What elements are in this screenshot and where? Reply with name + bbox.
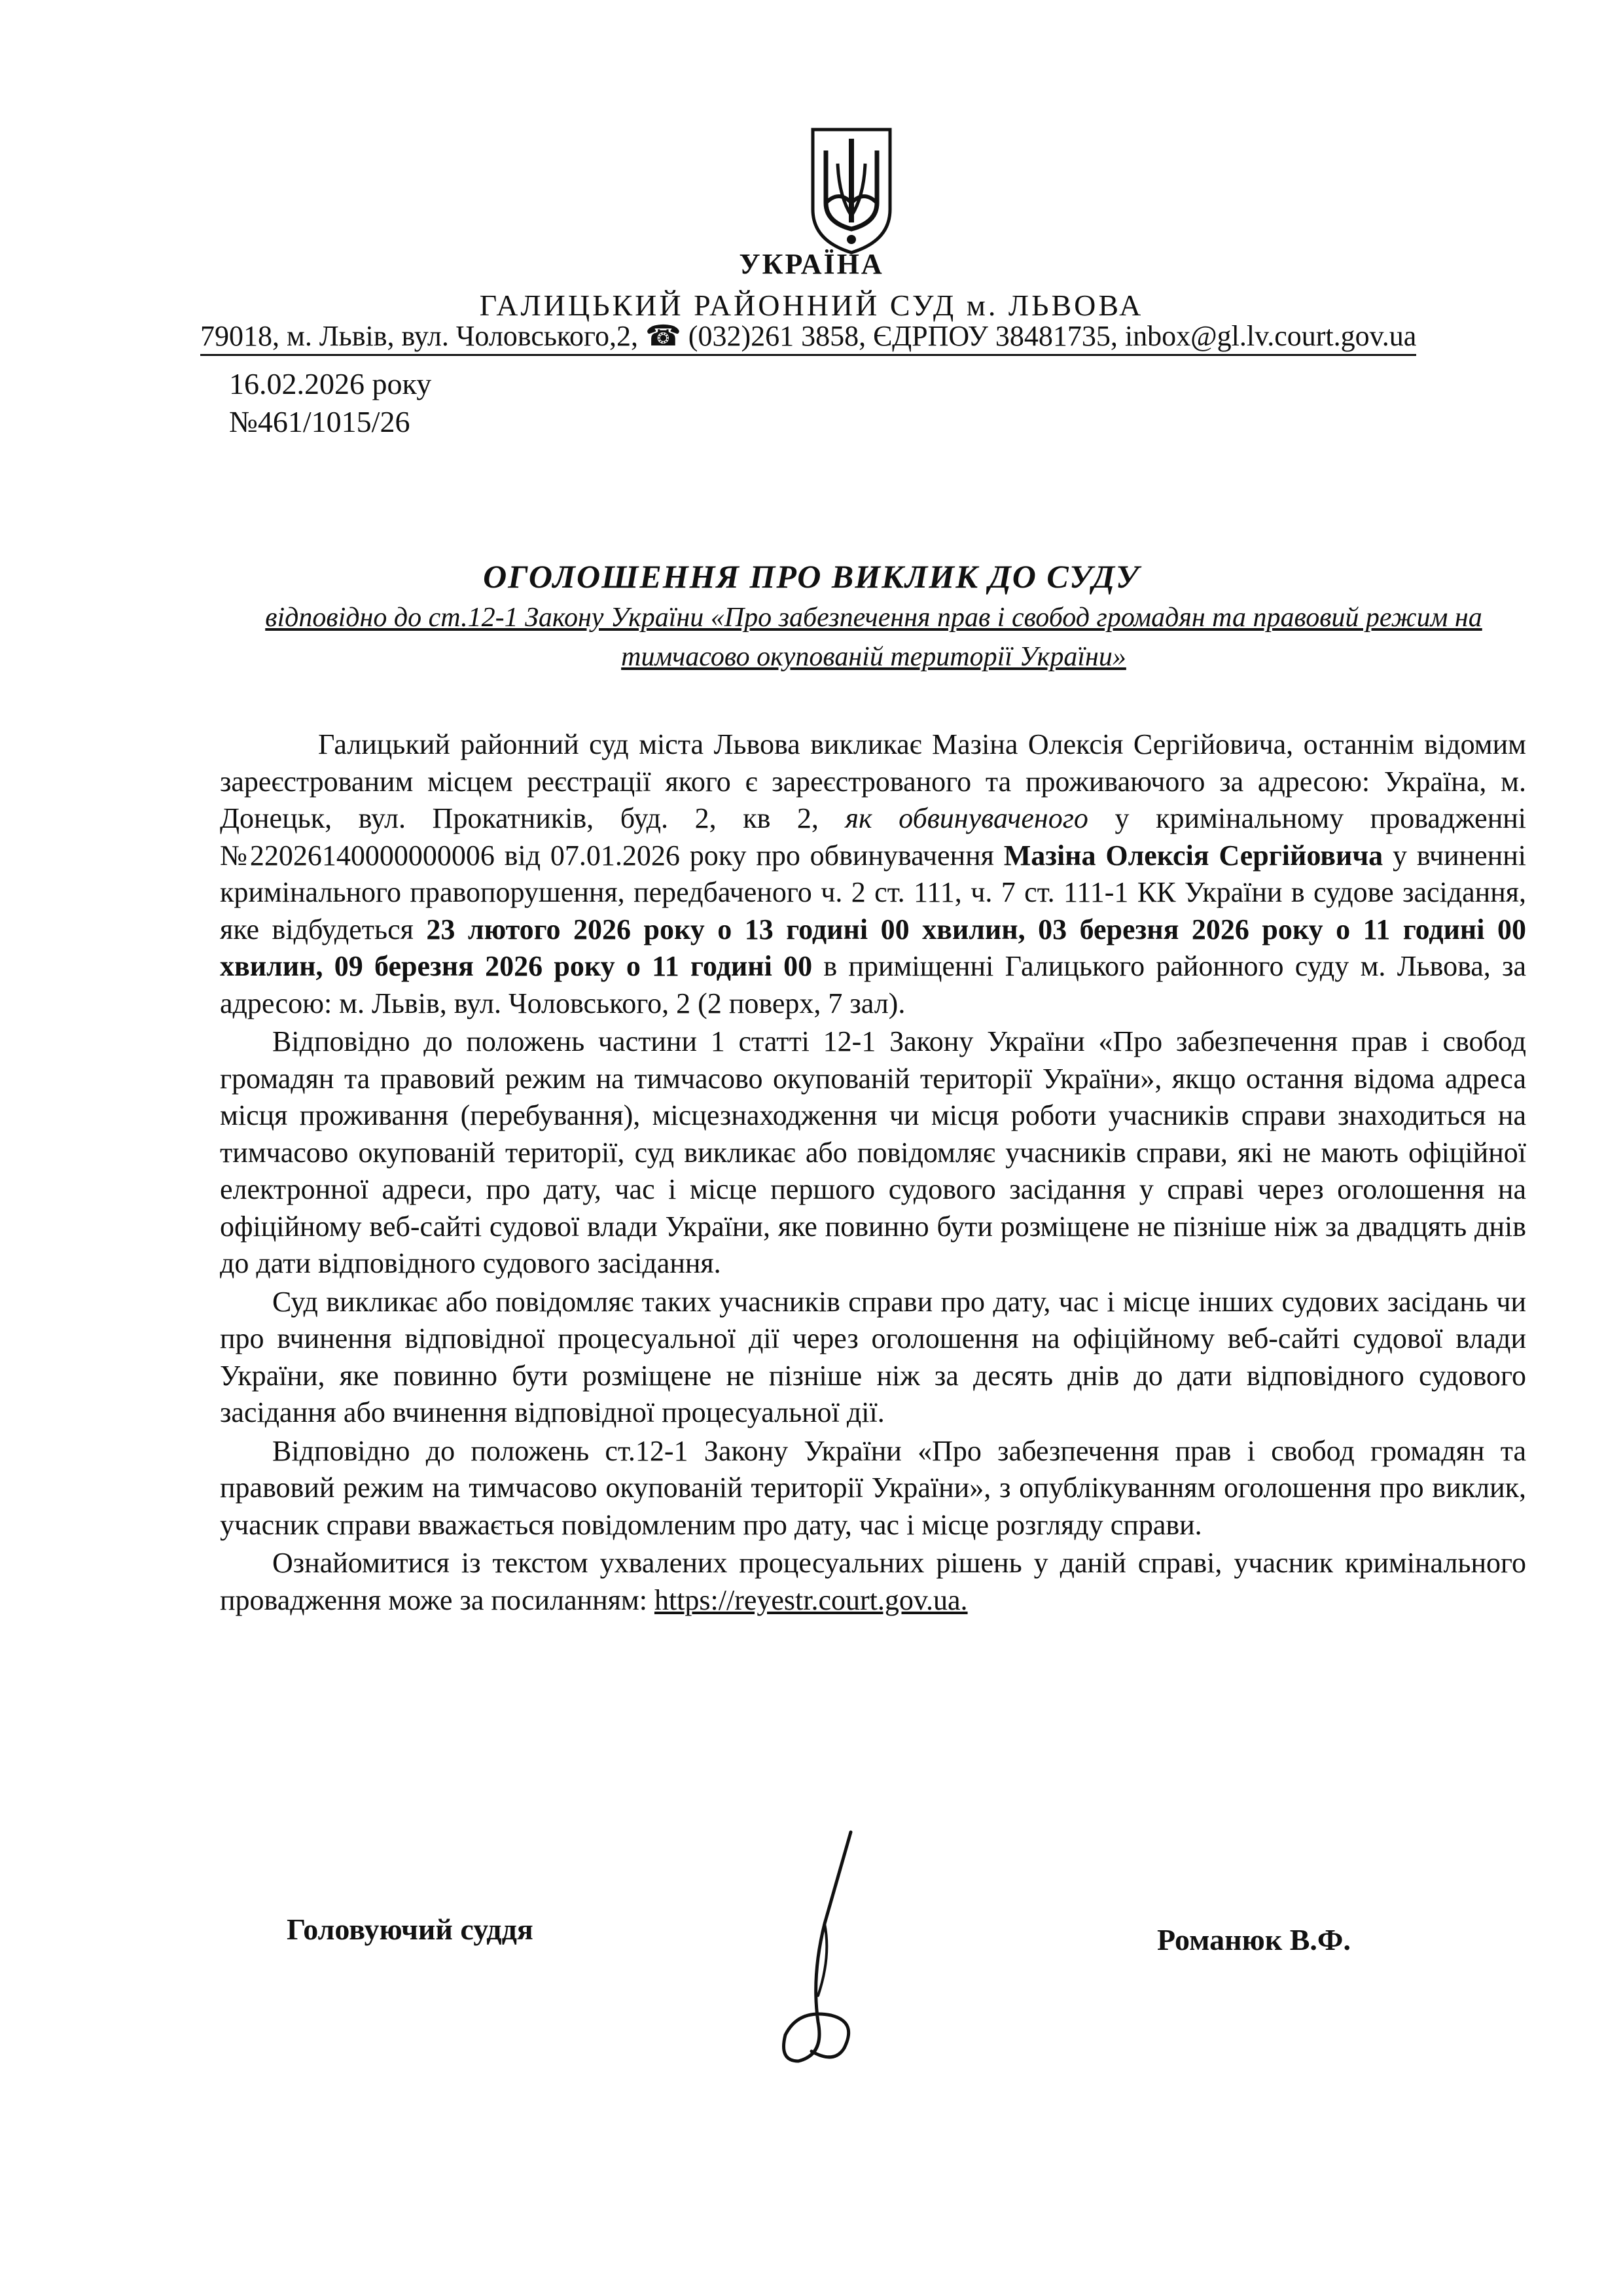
- court-name: ГАЛИЦЬКИЙ РАЙОННИЙ СУД м. ЛЬВОВА: [479, 289, 1144, 322]
- document-date: 16.02.2026 року: [229, 367, 432, 400]
- trident-emblem-icon: [806, 124, 897, 255]
- document-number: №461/1015/26: [229, 405, 410, 438]
- paragraph-law-first: Відповідно до положень частини 1 статті 12-1 Закону України «Про забезпечення прав і свобод громадян та правовий режим на тимчасово окупованій території України», якщо остання відома адреса місця проживання (перебування), місцезнаходження чи місця роботи учасників справи знаходиться на тимчасово окупованій території, суд викликає або повідомляє учасників справи, які не мають офіційної електронної адреси, про дату, час і місце першого судового засідання у справі через оголошення на офіційному веб-сайті судової влади України, яке повинно бути розміщене не пізніше ніж за двадцять днів до дати відповідного судового засідання.: [220, 1025, 1526, 1279]
- paragraph-publication: Відповідно до положень ст.12-1 Закону України «Про забезпечення прав і свобод громадян та правовий режим на тимчасово окупованій території України», з опублікуванням оголошення про виклик, учасник справи вважається повідомленим про дату, час і місце розгляду справи.: [220, 1434, 1526, 1541]
- paragraph-law-other: Суд викликає або повідомляє таких учасників справи про дату, час і місце інших судових засідань чи про вчинення відповідної процесуальної дії через оголошення на офіційному веб-сайті судової влади України, яке повинно бути розміщене не пізніше ніж за десять днів до дати відповідного судового засідання або вчинення відповідної процесуальної дії.: [220, 1285, 1526, 1428]
- notice-subtitle: відповідно до ст.12-1 Закону України «Про забезпечення прав і свобод громадян та правовий режим на тимчасово окупованій території України»: [265, 603, 1482, 672]
- presiding-judge-label: Головуючий суддя: [287, 1913, 533, 1946]
- paragraph-summons: Галицький районний суд міста Львова викликає Мазіна Олексія Сергійовича, останнім відомим зареєстрованим місцем реєстрації якого є зареєстрованого та проживаючого за адресою: Україна, м. Донецьк, вул. Прокатників, буд. 2, кв 2, як обвинуваченого у кримінальному провадженні №22026140000000006 від 07.01.2026 року про обвинувачення Мазіна Олексія Сергійовича у вчиненні кримінального правопорушення, передбаченого ч. 2 ст. 111, ч. 7 ст. 111-1 КК України в судове засідання, яке відбудеться 23 лютого 2026 року о 13 годині 00 хвилин, 03 березня 2026 року о 11 годині 00 хвилин, 09 березня 2026 року о 11 годині 00 в приміщенні Галицького районного суду м. Львова, за адресою: м. Львів, вул. Чоловського, 2 (2 поверх, 7 зал).: [220, 728, 1527, 1019]
- paragraph-registry: Ознайомитися із текстом ухвалених процесуальних рішень у даній справі, учасник кримінального провадження може за посиланням: https://reyestr.court.gov.ua.: [220, 1547, 1526, 1616]
- country-name: УКРАЇНА: [739, 248, 884, 280]
- registry-link[interactable]: https://reyestr.court.gov.ua.: [654, 1583, 968, 1616]
- judge-name: Романюк В.Ф.: [1157, 1923, 1351, 1956]
- notice-body: [220, 726, 1526, 1620]
- notice-title: ОГОЛОШЕННЯ ПРО ВИКЛИК ДО СУДУ: [483, 558, 1140, 595]
- court-address-line: 79018, м. Львів, вул. Чоловського,2, ☎ (032)261 3858, ЄДРПОУ 38481735, inbox@gl.lv.court.gov.ua: [200, 319, 1416, 356]
- handwritten-signature: [772, 1826, 877, 2074]
